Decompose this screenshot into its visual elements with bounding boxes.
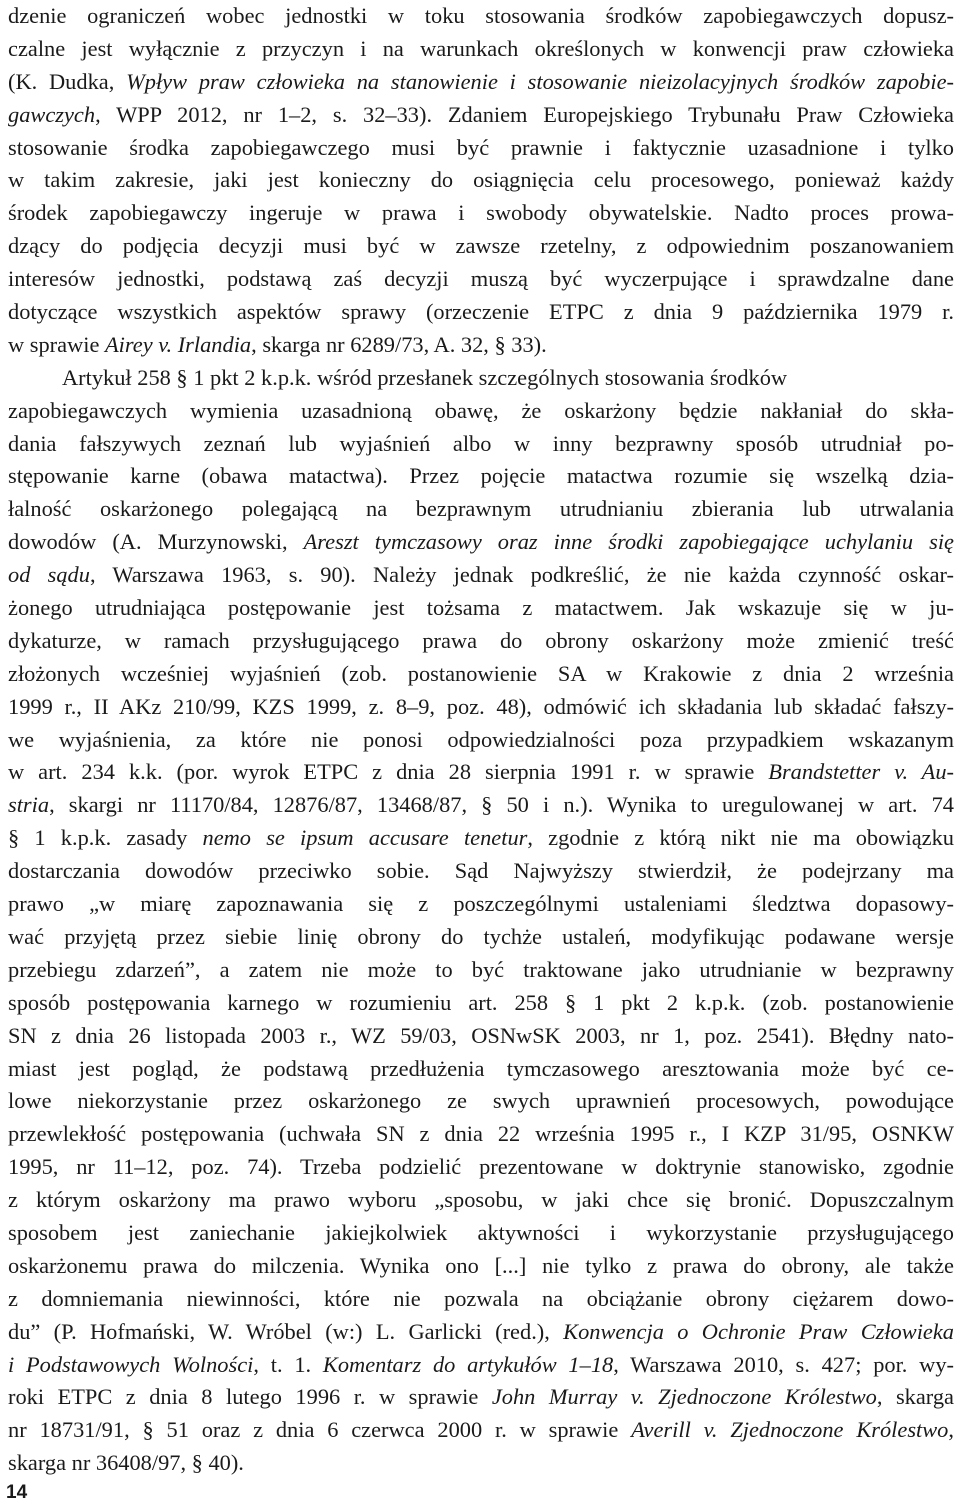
text-line: przewlekłość postępowania (uchwała SN z dnia 22 września 1995 r., I KZP 31/95, OSNKW — [8, 1121, 954, 1147]
italic-text: gawczych — [8, 101, 96, 127]
italic-text: stria — [8, 792, 50, 818]
text-segment: nr 18731/91, § 51 oraz z dnia 6 czerwca 2000 r. w sprawie — [8, 1417, 632, 1443]
text-segment: w art. 234 k.k. (por. wyrok ETPC z dnia 28 sierpnia 1991 r. w sprawie — [8, 759, 769, 785]
text-line: z którym oskarżony ma prawo wyboru „sposobu, w jaki chce się bronić. Dopuszczalnym — [8, 1187, 954, 1213]
text-line: żonego utrudniająca postępowanie jest tożsama z matactwem. Jak wskazuje się w ju- — [8, 595, 954, 621]
italic-text: Areszt tymczasowy oraz inne środki zapobiegające uchylaniu się — [303, 529, 954, 555]
text-line — [8, 329, 954, 362]
italic-text: Brandstetter v. Au- — [768, 759, 954, 785]
italic-text: od sądu — [8, 562, 90, 588]
text-line: Artykuł 258 § 1 pkt 2 k.p.k. wśród przesłanek szczególnych stosowania środków — [62, 364, 788, 390]
text-line: skarga nr 36408/97, § 40). — [8, 1450, 244, 1476]
text-segment: , skarga nr 6289/73, A. 32, § 33). — [251, 331, 547, 357]
text-segment: , zgodnie z którą nikt nie ma obowiązku — [527, 825, 954, 851]
italic-text: nemo se ipsum accusare tenetur — [202, 825, 528, 851]
text-line: 1999 r., II AKz 210/99, KZS 1999, z. 8–9, poz. 48), odmówić ich składania lub składać fałszy- — [8, 693, 954, 719]
text-line — [8, 1316, 954, 1349]
text-line: złożonych wcześniej wyjaśnień (zob. postanowienie SA w Krakowie z dnia 2 września — [8, 660, 954, 686]
text-line: interesów jednostki, podstawą zaś decyzji muszą być wyczerpujące i sprawdzalne dane — [8, 266, 954, 292]
text-line — [8, 66, 954, 99]
text-segment: , WPP 2012, nr 1–2, s. 32–33). Zdaniem Europejskiego Trybunału Praw Człowieka — [95, 101, 954, 127]
text-segment: w sprawie — [8, 331, 105, 357]
text-segment: , skargi nr 11170/84, 12876/87, 13468/87, § 50 i n.). Wynika to uregulowanej w art. 74 — [49, 792, 954, 818]
text-line: stępowanie karne (obawa matactwa). Przez pojęcie matactwa rozumie się wszelką dzia- — [8, 463, 954, 489]
italic-text: Airey v. Irlandia — [105, 331, 252, 357]
text-line: dzący do podjęcia decyzji musi być w zawsze rzetelny, z odpowiednim poszanowaniem — [8, 233, 954, 259]
text-line: dostarczania dowodów przeciwko sobie. Sąd Najwyższy stwierdził, że podejrzany ma — [8, 858, 954, 884]
text-segment: , skarga — [876, 1384, 954, 1410]
italic-text: Konwencja o Ochronie Praw Człowieka — [563, 1318, 954, 1344]
text-line: SN z dnia 26 listopada 2003 r., WZ 59/03, OSNwSK 2003, nr 1, poz. 2541). Błędny nato- — [8, 1022, 954, 1048]
text-segment: du” (P. Hofmański, W. Wróbel (w:) L. Garlicki (red.), — [8, 1318, 564, 1344]
text-line: dykaturze, w ramach przysługującego prawa do obrony oskarżony może zmienić treść — [8, 627, 954, 653]
text-line — [8, 822, 954, 855]
text-line — [8, 1414, 954, 1447]
text-line: miast jest pogląd, że podstawą przedłużenia tymczasowego aresztowania może być ce- — [8, 1055, 954, 1081]
text-line: 1995, nr 11–12, poz. 74). Trzeba podzielić prezentowane w doktrynie stanowisko, zgodnie — [8, 1154, 954, 1180]
text-line: we wyjaśnienia, za które nie ponosi odpowiedzialności poza przypadkiem wskazanym — [8, 726, 954, 752]
text-line: prawo „w miarę zapoznawania się z poszczególnymi ustaleniami śledztwa dopasowy- — [8, 891, 954, 917]
italic-text: Wpływ praw człowieka na stanowienie i stosowanie nieizolacyjnych środków zapobie- — [126, 68, 954, 94]
text-line: przebiegu zdarzeń”, a zatem nie może to być traktowane jako utrudnianie w bezprawny — [8, 956, 954, 982]
text-line: z domniemania niewinności, które nie pozwala na obciążanie obrony ciężarem dowo- — [8, 1285, 954, 1311]
text-segment: , Warszawa 2010, s. 427; por. wy- — [613, 1351, 954, 1377]
text-line: stosowanie środka zapobiegawczego musi być prawnie i faktycznie uzasadnione i tylko — [8, 134, 954, 160]
text-line: czalne jest wyłącznie z przyczyn i na warunkach określonych w konwencji praw człowieka — [8, 35, 954, 61]
text-line: wać przyjętą przez siebie linię obrony do tychże ustaleń, modyfikując podawane wersje — [8, 923, 954, 949]
text-line: lowe niekorzystanie przez oskarżonego ze swych uprawnień procesowych, powodujące — [8, 1088, 954, 1114]
text-segment: , — [948, 1417, 954, 1443]
italic-text: John Murray v. Zjednoczone Królestwo — [491, 1384, 877, 1410]
text-line: dotyczące wszystkich aspektów sprawy (orzeczenie ETPC z dnia 9 października 1979 r. — [8, 299, 954, 325]
page-number: 14 — [6, 1482, 28, 1503]
text-line — [8, 1381, 954, 1414]
italic-text: i Podstawowych Wolności — [8, 1351, 254, 1377]
italic-text: Komentarz do artykułów 1–18 — [322, 1351, 614, 1377]
text-segment: , Warszawa 1963, s. 90). Należy jednak podkreślić, że nie każda czynność oskar- — [89, 562, 954, 588]
text-line — [8, 756, 954, 789]
text-line — [8, 559, 954, 592]
text-line: łalność oskarżonego polegającą na bezprawnym utrudnianiu zbierania lub utrwalania — [8, 496, 954, 522]
text-line: środek zapobiegawczy ingeruje w prawa i swobody obywatelskie. Nadto proces prowa- — [8, 200, 954, 226]
text-line: dania fałszywych zeznań lub wyjaśnień albo w inny bezprawny sposób utrudniał po- — [8, 430, 954, 456]
text-line — [8, 789, 954, 822]
text-segment: roki ETPC z dnia 8 lutego 1996 r. w sprawie — [8, 1384, 492, 1410]
text-segment: dowodów (A. Murzynowski, — [8, 529, 304, 555]
text-line: sposobem jest zaniechanie jakiejkolwiek aktywności i wykorzystanie przysługującego — [8, 1219, 954, 1245]
text-line — [8, 1349, 954, 1382]
text-line — [8, 526, 954, 559]
text-line — [8, 99, 954, 132]
document-body — [8, 0, 954, 1480]
text-segment: , t. 1. — [253, 1351, 323, 1377]
text-segment: § 1 k.p.k. zasady — [8, 825, 203, 851]
text-segment: (K. Dudka, — [8, 68, 127, 94]
text-line: sposób postępowania karnego w rozumieniu art. 258 § 1 pkt 2 k.p.k. (zob. postanowienie — [8, 989, 954, 1015]
text-line: oskarżonemu prawa do milczenia. Wynika ono [...] nie tylko z prawa do obrony, ale także — [8, 1252, 954, 1278]
italic-text: Averill v. Zjednoczone Królestwo — [631, 1417, 949, 1443]
text-line: zapobiegawczych wymienia uzasadnioną obawę, że oskarżony będzie nakłaniał do skła- — [8, 397, 954, 423]
text-line: w takim zakresie, jaki jest konieczny do osiągnięcia celu procesowego, ponieważ każdy — [8, 167, 954, 193]
text-line: dzenie ograniczeń wobec jednostki w toku stosowania środków zapobiegawczych dopusz- — [8, 3, 954, 28]
